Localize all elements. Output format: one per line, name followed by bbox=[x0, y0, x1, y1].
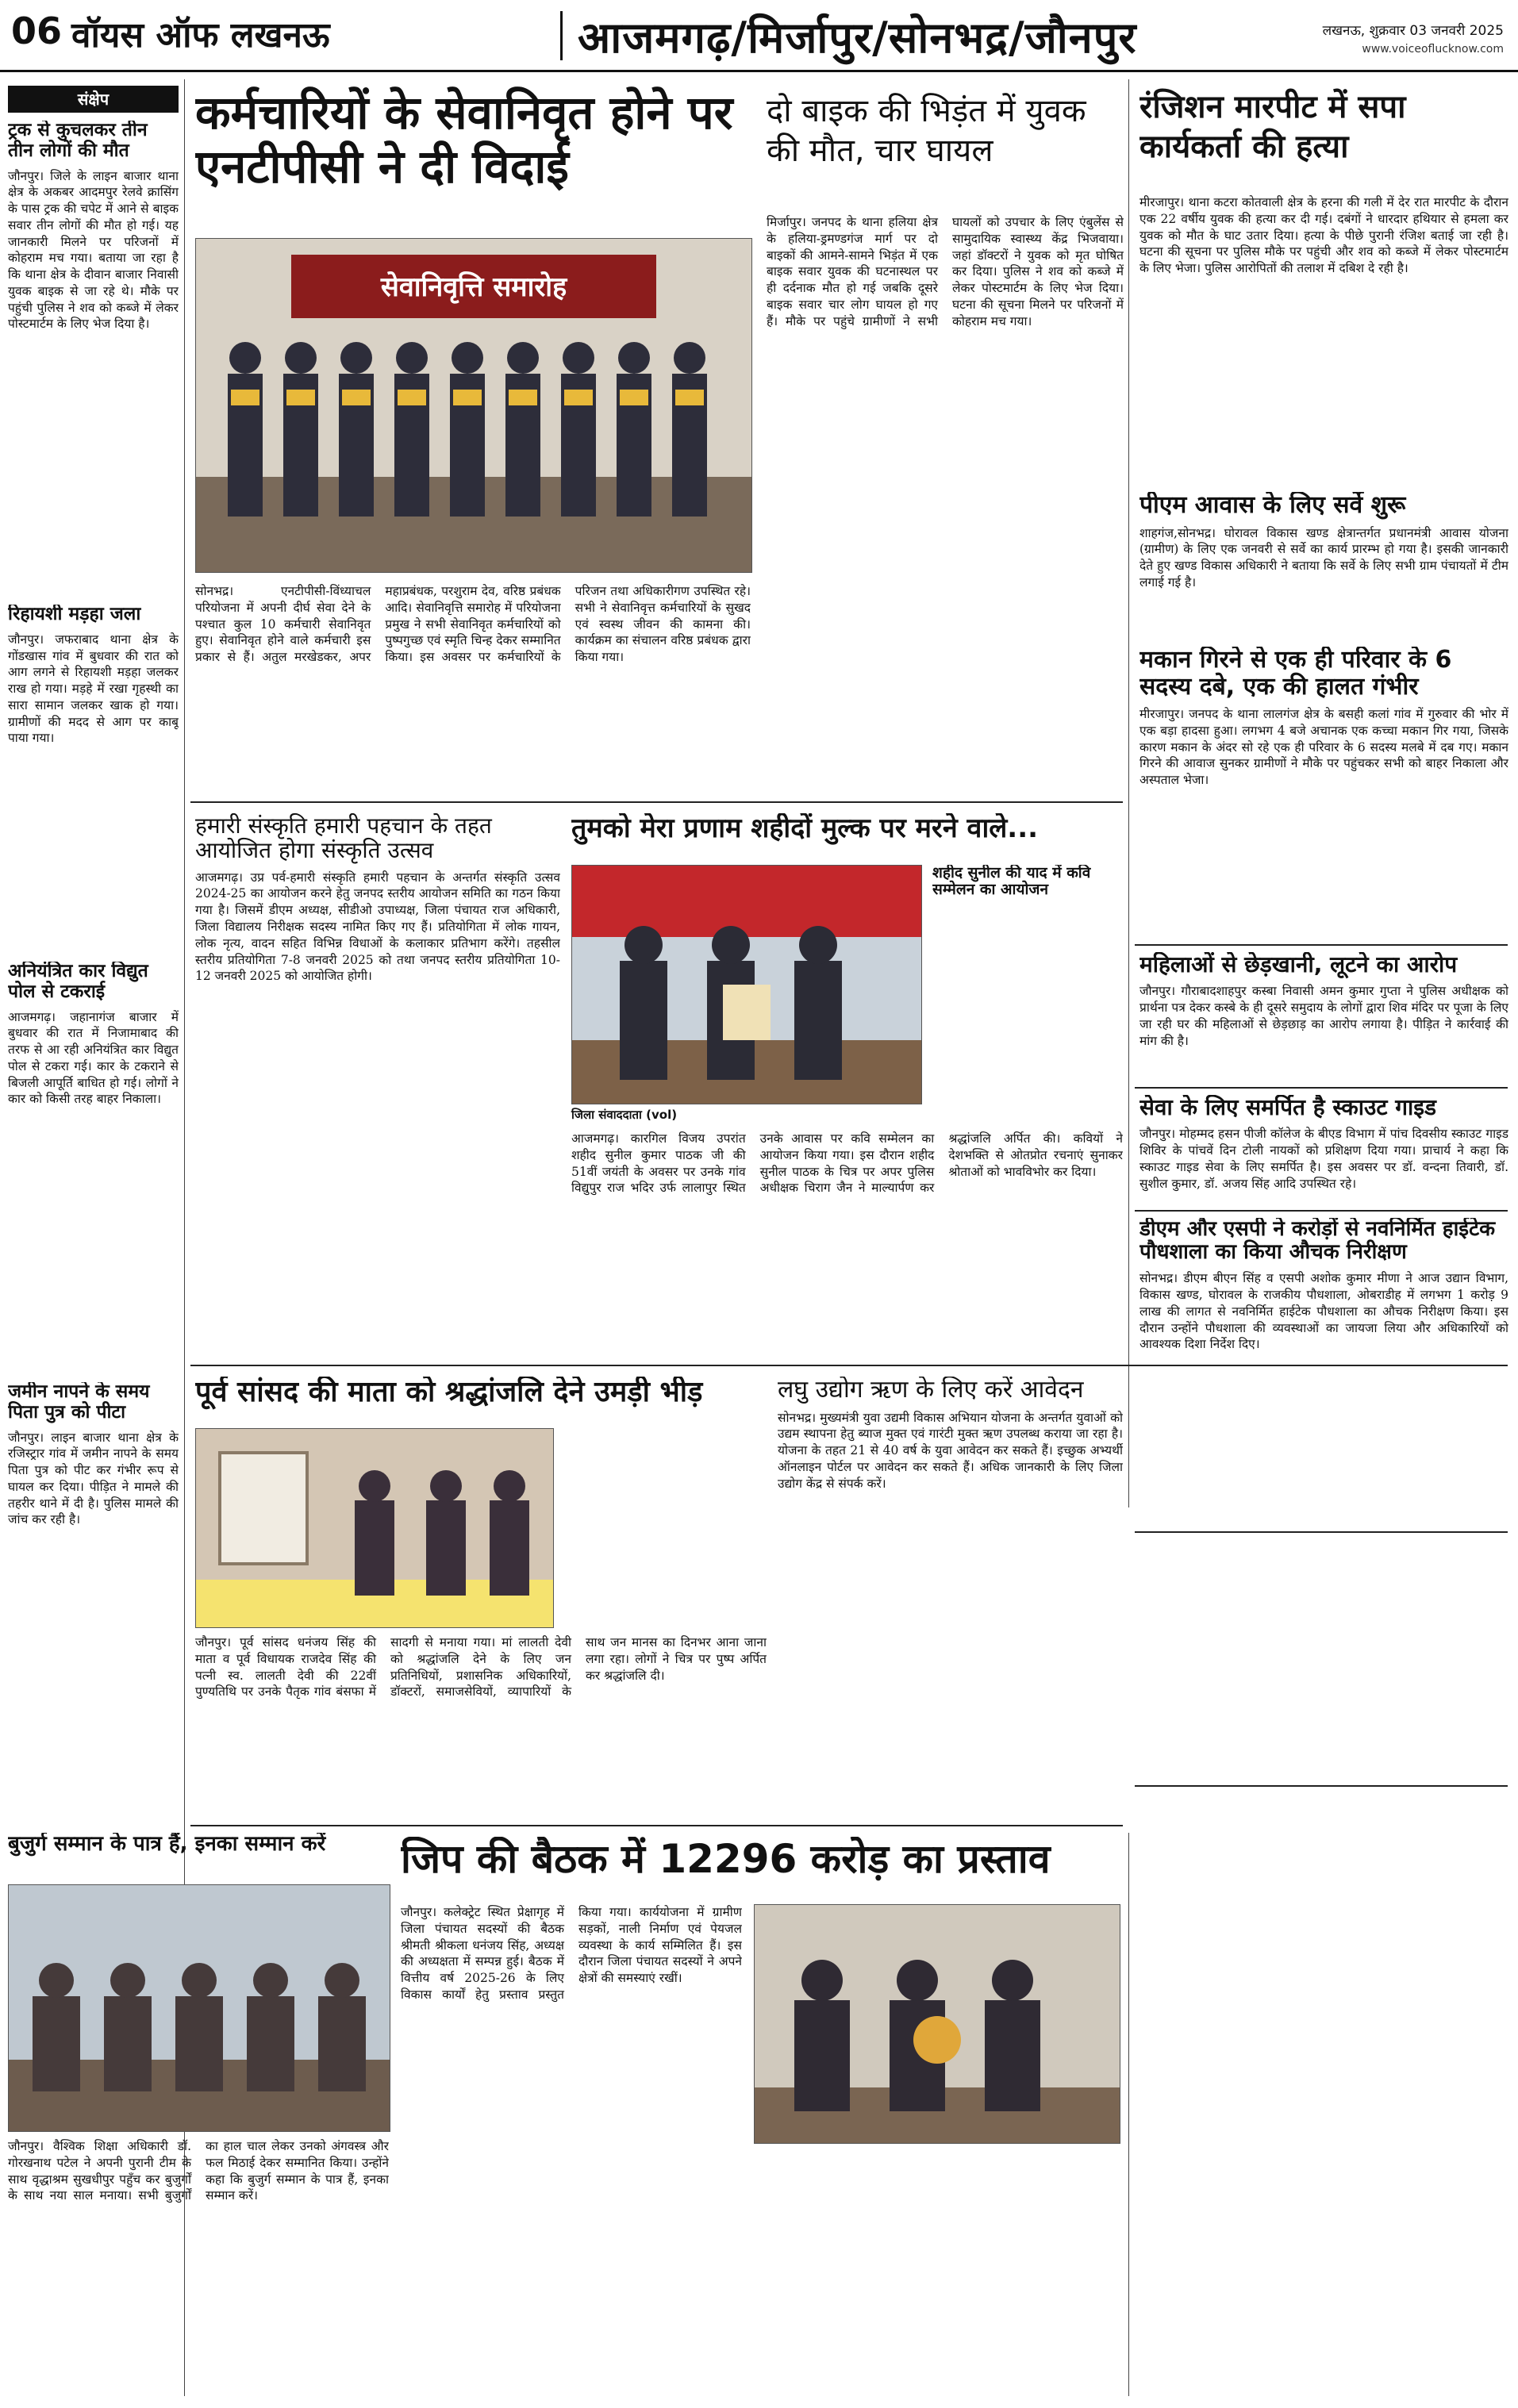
ntpc-headline-block bbox=[195, 86, 751, 229]
martyrs-headline: तुमको मेरा प्रणाम शहीदों मुल्क पर मरने वाले... bbox=[571, 813, 1039, 844]
elder-headline: बुजुर्ग सम्मान के पात्र हैं, इनका सम्मान करें bbox=[8, 1833, 326, 1856]
page-number: 06 bbox=[11, 10, 63, 52]
culture-body: आजमगढ़। उप्र पर्व-हमारी संस्कृति हमारी पहचान के अन्तर्गत संस्कृति उत्सव 2024-25 का आयोजन करने हेतु जनपद स्तरीय आयोजन समिति का गठन किया गया है। जिसमें डीएम अध्यक्ष, सीडीओ उपाध्यक्ष, जिला पंचायत राज अधिकारी, जिला विद्यालय निरीक्षक सदस्य नामित किए गए हैं। प्रतियोगिता में लोक गायन, लोक नृत्य, वादन सहित विभिन्न विधाओं के कलाकार प्रतिभाग करेंगे। तहसील स्तरीय प्रतियोगिता 7-8 जनवरी 2025 को तथा जनपद स्तरीय प्रतियोगिता 10-12 जनवरी 2025 को आयोजित होगी। bbox=[195, 870, 560, 984]
section-rule bbox=[1135, 1531, 1508, 1533]
bike-body-block bbox=[767, 214, 1124, 793]
brief-truck bbox=[8, 121, 179, 597]
ntpc-banner-text: सेवानिवृत्ति समारोह bbox=[380, 271, 567, 303]
mother-headline-block bbox=[195, 1377, 767, 1424]
martyrs-photo-caption: जिला संवाददाता (vol) bbox=[571, 1108, 678, 1122]
culture-block bbox=[195, 813, 560, 1361]
brief-body: जौनपुर। जिले के लाइन बाजार थाना क्षेत्र के अकबर आदमपुर रेलवे क्रासिंग के पास ट्रक की चपेट में आने से बाइक सवार तीन लोगों की मौत हो गई। यह जानकारी मिलने पर परिजनों में कोहराम मच गया। बताया जा रहा है कि थाना क्षेत्र के दीवान बाजार निवासी युवक बाइक से जा रहे थे। मौके पर पहुंची पुलिस ने शव को कब्जे में लेकर पोस्टमार्टम के लिए भेज दिया है। bbox=[8, 168, 179, 332]
masthead-divider bbox=[560, 11, 563, 60]
pm-awas-headline: पीएम आवास के लिए सर्वे शुरू bbox=[1139, 492, 1406, 519]
zila-photo-graphic bbox=[755, 1905, 1120, 2143]
zila-photo bbox=[754, 1904, 1120, 2144]
mother-body-block bbox=[195, 1634, 767, 1821]
section-rule bbox=[1135, 1087, 1508, 1089]
paper-name: वॉयस ऑफ लखनऊ bbox=[71, 15, 330, 56]
martyrs-subhead: शहीद सुनील की याद में कवि सम्मेलन का आयोजन bbox=[932, 865, 1091, 899]
martyrs-photo bbox=[571, 865, 922, 1104]
elder-body: जौनपुर। वैश्विक शिक्षा अधिकारी डॉ. गोरखनाथ पटेल ने अपनी पुरानी टीम के साथ वृद्धाश्रम सुखधीपुर पहुँच कर बुजुर्गों के साथ नया साल मनाया। सभी बुजुर्गों का हाल चाल लेकर उनको अंगवस्त्र और फल मिठाई देकर सम्मानित किया। उन्होंने कहा कि बुजुर्ग सम्मान के पात्र हैं, इनका सम्मान करें। bbox=[8, 2139, 389, 2203]
brief-car bbox=[8, 962, 179, 1374]
harassment-headline: महिलाओं से छेड़खानी, लूटने का आरोप bbox=[1139, 952, 1458, 977]
msme-headline: लघु उद्योग ऋण के लिए करें आवेदन bbox=[778, 1377, 1084, 1404]
elder-headline-block bbox=[8, 1833, 389, 1880]
ntpc-photo-graphic bbox=[196, 239, 751, 572]
section-rule bbox=[1135, 1785, 1508, 1787]
martyrs-subhead-block bbox=[932, 865, 1123, 924]
section-rule bbox=[1135, 1210, 1508, 1212]
dm-sp-block bbox=[1139, 1218, 1508, 1361]
mother-photo-graphic bbox=[196, 1429, 553, 1627]
mother-photo bbox=[195, 1428, 554, 1628]
martyrs-headline-block bbox=[571, 813, 1123, 861]
section-rule bbox=[190, 1365, 1508, 1366]
scout-body: जौनपुर। मोहम्मद हसन पीजी कॉलेज के बीएड विभाग में पांच दिवसीय स्काउट गाइड शिविर के पांचवें दिन टोली नायकों को प्रशिक्षण दिया गया। प्राचार्य ने कहा कि स्काउट गाइड सेवा के लिए समर्पित है। इस अवसर पर डॉ. वन्दना तिवारी, डॉ. सुशील कुमार, डॉ. अजय सिंह आदि उपस्थित रहे। bbox=[1139, 1127, 1508, 1191]
sankshep-tag: संक्षेप bbox=[8, 86, 179, 113]
zila-body-block bbox=[401, 1904, 742, 2396]
scout-headline: सेवा के लिए समर्पित है स्काउट गाइड bbox=[1139, 1095, 1436, 1120]
brief-body: जौनपुर। लाइन बाजार थाना क्षेत्र के रजिस्ट्रार गांव में जमीन नापने के समय पिता पुत्र को पीट कर गंभीर रूप से घायल कर दिया। पीड़ित ने मामले की तहरीर थाने में दी है। पुलिस मामले की जांच कर रही है। bbox=[8, 1430, 179, 1527]
brief-headline: रिहायशी मड़हा जला bbox=[8, 605, 141, 624]
elder-photo bbox=[8, 1884, 390, 2132]
pm-awas-body: शाहगंज,सोनभद्र। घोरावल विकास खण्ड क्षेत्रान्तर्गत प्रधानमंत्री आवास योजना (ग्रामीण) के लिए एक जनवरी से सर्वे का कार्य प्रारम्भ हो गया है। इसकी जानकारी देते हुए खण्ड विकास अधिकारी ने बताया कि सर्वे के लिए सभी ग्राम पंचायतों में टीम लगाई गई है। bbox=[1139, 525, 1508, 590]
harassment-body: जौनपुर। गौराबादशाहपुर कस्बा निवासी अमन कुमार गुप्ता ने पुलिस अधीक्षक को प्रार्थना पत्र देकर कस्बे के ही दूसरे समुदाय के लोगों द्वारा शिव मंदिर पर पूजा के लिए जा रही घर की महिलाओं से छेड़छाड़ का आरोप लगाया है। पीड़ित ने कार्रवाई की मांग की है। bbox=[1139, 984, 1508, 1048]
bike-body: मिर्जापुर। जनपद के थाना हलिया क्षेत्र के हलिया-ड्रमण्डगंज मार्ग पर दो बाइकों की आमने-सामने भिड़ंत में एक बाइक सवार युवक की घटनास्थल पर ही दर्दनाक मौत हो गई जबकि दूसरे बाइक सवार चार लोग घायल हो गए हैं। मौके पर पहुंचे ग्रामीणों ने सभी घायलों को उपचार के लिए एंबुलेंस से सामुदायिक स्वास्थ्य केंद्र भिजवाया। जहां डॉक्टरों ने युवक को मृत घोषित कर दिया। पुलिस ने शव को कब्जे में लेकर पोस्टमार्टम के लिए भेज दिया। घटना की सूचना मिलने पर परिजनों में कोहराम मच गया। bbox=[767, 215, 1124, 328]
section-rule bbox=[1135, 944, 1508, 946]
bike-headline: दो बाइक की भिड़ंत में युवक की मौत, चार घायल bbox=[767, 93, 1086, 169]
brief-body: जौनपुर। जफराबाद थाना क्षेत्र के गोंडखास गांव में बुधवार की रात को आग लगने से रिहायशी मड़हा जलकर राख हो गया। मड़हे में रखा गृहस्थी का सारा सामान जलकर खाक हो गया। ग्रामीणों की मदद से आग पर काबू पाया गया। bbox=[8, 632, 179, 746]
mother-body: जौनपुर। पूर्व सांसद धनंजय सिंह की माता व पूर्व विधायक राजदेव सिंह की पत्नी स्व. लालती देवी की 22वीं पुण्यतिथि पर उनके पैतृक गांव बंसफा में सादगी से मनाया गया। मां लालती देवी को श्रद्धांजलि देने के लिए जन प्रतिनिधियों, प्रशासनिक अधिकारियों, डॉक्टरों, समाजसेवियों, व्यापारियों के साथ जन मानस का दिनभर आना जाना लगा रहा। लोगों ने चित्र पर पुष्प अर्पित कर श्रद्धांजलि दी। bbox=[195, 1635, 767, 1699]
zila-headline-block bbox=[401, 1837, 1115, 1896]
house-collapse-headline: मकान गिरने से एक ही परिवार के 6 सदस्य दबे, एक की हालत गंभीर bbox=[1139, 647, 1452, 701]
msme-block bbox=[778, 1377, 1123, 1821]
column-rule bbox=[1128, 1833, 1129, 2396]
section-rule bbox=[190, 1825, 1123, 1826]
martyrs-photo-graphic bbox=[572, 866, 921, 1104]
brief-land bbox=[8, 1382, 179, 1826]
sp-body-block bbox=[1139, 194, 1508, 480]
ntpc-body: सोनभद्र। एनटीपीसी-विंध्याचल परियोजना में अपनी दीर्घ सेवा देने के पश्चात कुल 10 कर्मचारी सेवानिवृत हुए। सेवानिवृत होने वाले कर्मचारी इस प्रकार से हैं। अतुल मरखेडकर, अपर महाप्रबंधक, परशुराम देव, वरिष्ठ प्रबंधक आदि। सेवानिवृत्ति समारोह में परियोजना प्रमुख ने सभी सेवानिवृत कर्मचारियों को पुष्पगुच्छ एवं स्मृति चिन्ह देकर सम्मानित किया। इस अवसर पर कर्मचारियों के परिजन तथा अधिकारीगण उपस्थित रहे। सभी ने सेवानिवृत्त कर्मचारियों के सुखद एवं स्वस्थ जीवन की कामना की। कार्यक्रम का संचालन वरिष्ठ प्रबंधक द्वारा किया गया। bbox=[195, 584, 751, 665]
dateline: लखनऊ, शुक्रवार 03 जनवरी 2025 bbox=[1322, 23, 1504, 39]
sp-headline-block bbox=[1139, 87, 1508, 190]
pm-awas-block bbox=[1139, 492, 1508, 635]
house-collapse-block bbox=[1139, 647, 1508, 936]
martyrs-body: आजमगढ़। कारगिल विजय उपरांत शहीद सुनील कुमार पाठक जी की 51वीं जयंती के अवसर पर उनके गांव विद्युपुर राज भदिर उर्फ लालापुर स्थित उनके आवास पर कवि सम्मेलन का आयोजन किया गया। इस दौरान शहीद सुनील पाठक के चित्र पर अपर पुलिस अधीक्षक चिराग जैन ने माल्यार्पण कर श्रद्धांजलि अर्पित की। कवियों ने देशभक्ति से ओतप्रोत रचनाएं सुनाकर श्रोताओं को भावविभोर कर दिया। bbox=[571, 1131, 1123, 1196]
harassment-block bbox=[1139, 952, 1508, 1079]
sp-body: मीरजापुर। थाना कटरा कोतवाली क्षेत्र के हरना की गली में देर रात मारपीट के दौरान एक 22 वर्षीय युवक की हत्या कर दी गई। दबंगों ने धारदार हथियार से हमला कर युवक को मौत के घाट उतार दिया। हत्या के पीछे पुरानी रंजिश बताई जा रही है। घटना की सूचना पर पुलिस मौके पर पहुंची और शव को कब्जे में लेकर पोस्टमार्टम के लिए भेजा। पुलिस आरोपितों की तलाश में दबिश दे रही है। bbox=[1139, 195, 1508, 276]
brief-madha bbox=[8, 605, 179, 954]
msme-body: सोनभद्र। मुख्यमंत्री युवा उद्यमी विकास अभियान योजना के अन्तर्गत युवाओं को उद्यम स्थापना हेतु ब्याज मुक्त एवं गारंटी मुक्त ऋण उपलब्ध कराया जा रहा है। योजना के तहत 21 से 40 वर्ष के युवा आवेदन कर सकते हैं। इच्छुक अभ्यर्थी ऑनलाइन पोर्टल पर आवेदन कर सकते हैं। अधिक जानकारी के लिए जिला उद्योग केंद्र से संपर्क करें। bbox=[778, 1410, 1123, 1491]
masthead bbox=[0, 0, 1518, 72]
dm-sp-headline: डीएम और एसपी ने करोड़ों से नवनिर्मित हाईटेक पौधशाला का किया औचक निरीक्षण bbox=[1139, 1218, 1496, 1265]
section-rule bbox=[190, 801, 1123, 803]
dm-sp-body: सोनभद्र। डीएम बीएन सिंह व एसपी अशोक कुमार मीणा ने आज उद्यान विभाग, विकास खण्ड, घोरावल के राजकीय पौधशाला, ओबराडीह में लगभग 1 करोड़ 9 लाख की लागत से नवनिर्मित हाईटेक पौधशाला का औचक निरीक्षण किया। इस दौरान उन्होंने पौधशाला की व्यवस्थाओं का जायजा लिया और अधिकारियों को आवश्यक दिशा निर्देश दिए। bbox=[1139, 1271, 1508, 1352]
brief-body: आजमगढ़। जहानागंज बाजार में बुधवार की रात में निजामाबाद की तरफ से आ रही अनियंत्रित कार विद्युत पोल से टकरा गई। कार के टकराने से बिजली आपूर्ति बाधित हो गई। लोगों ने कार को किसी तरह बाहर निकाला। bbox=[8, 1009, 179, 1107]
mother-headline: पूर्व सांसद की माता को श्रद्धांजलि देने उमड़ी भीड़ bbox=[195, 1377, 703, 1408]
ntpc-body-block bbox=[195, 583, 751, 793]
sp-headline: रंजिशन मारपीट में सपा कार्यकर्ता की हत्या bbox=[1139, 89, 1406, 165]
martyrs-body-block bbox=[571, 1131, 1123, 1361]
zila-body: जौनपुर। कलेक्ट्रेट स्थित प्रेक्षागृह में जिला पंचायत सदस्यों की बैठक श्रीमती श्रीकला धनंजय सिंह, अध्यक्ष की अध्यक्षता में सम्पन्न हुई। बैठक में वित्तीय वर्ष 2025-26 के लिए विकास कार्यों हेतु प्रस्ताव प्रस्तुत किया गया। कार्ययोजना में ग्रामीण सड़कों, नाली निर्माण एवं पेयजल व्यवस्था के कार्य सम्मिलित हैं। इस दौरान जिला पंचायत सदस्यों ने अपने क्षेत्रों की समस्याएं रखीं। bbox=[401, 1905, 742, 2002]
zila-headline: जिप की बैठक में 12296 करोड़ का प्रस्ताव bbox=[401, 1837, 1051, 1882]
brief-headline: ट्रक से कुचलकर तीन तीन लोगों की मौत bbox=[8, 121, 148, 161]
ntpc-photo bbox=[195, 238, 752, 573]
ntpc-headline: कर्मचारियों के सेवानिवृत होने पर एनटीपीसी ने दी विदाई bbox=[195, 86, 733, 194]
brief-headline: जमीन नापने के समय पिता पुत्र को पीटा bbox=[8, 1382, 150, 1423]
culture-headline: हमारी संस्कृति हमारी पहचान के तहत आयोजित होगा संस्कृति उत्सव bbox=[195, 813, 492, 864]
brief-headline: अनियंत्रित कार विद्युत पोल से टकराई bbox=[8, 962, 148, 1002]
column-rule bbox=[1128, 79, 1129, 1507]
elder-photo-graphic bbox=[9, 1885, 390, 2131]
region-title: आजमगढ़/मिर्जापुर/सोनभद्र/जौनपुर bbox=[578, 13, 1137, 63]
bike-headline-block bbox=[767, 91, 1124, 202]
elder-body-block bbox=[8, 2138, 389, 2396]
scout-block bbox=[1139, 1095, 1508, 1206]
website: www.voiceoflucknow.com bbox=[1362, 43, 1504, 56]
house-collapse-body: मीरजापुर। जनपद के थाना लालगंज क्षेत्र के बसही कलां गांव में गुरुवार की भोर में एक बड़ा हादसा हुआ। लगभग 4 बजे अचानक एक कच्चा मकान गिर गया, जिसके कारण मकान के अंदर सो रहे एक ही परिवार के 6 सदस्य मलबे में दब गए। मकान गिरने की आवाज सुनकर ग्रामीणों ने मौके पर पहुंचकर सभी को बाहर निकाला और अस्पताल भेजा। bbox=[1139, 707, 1508, 788]
